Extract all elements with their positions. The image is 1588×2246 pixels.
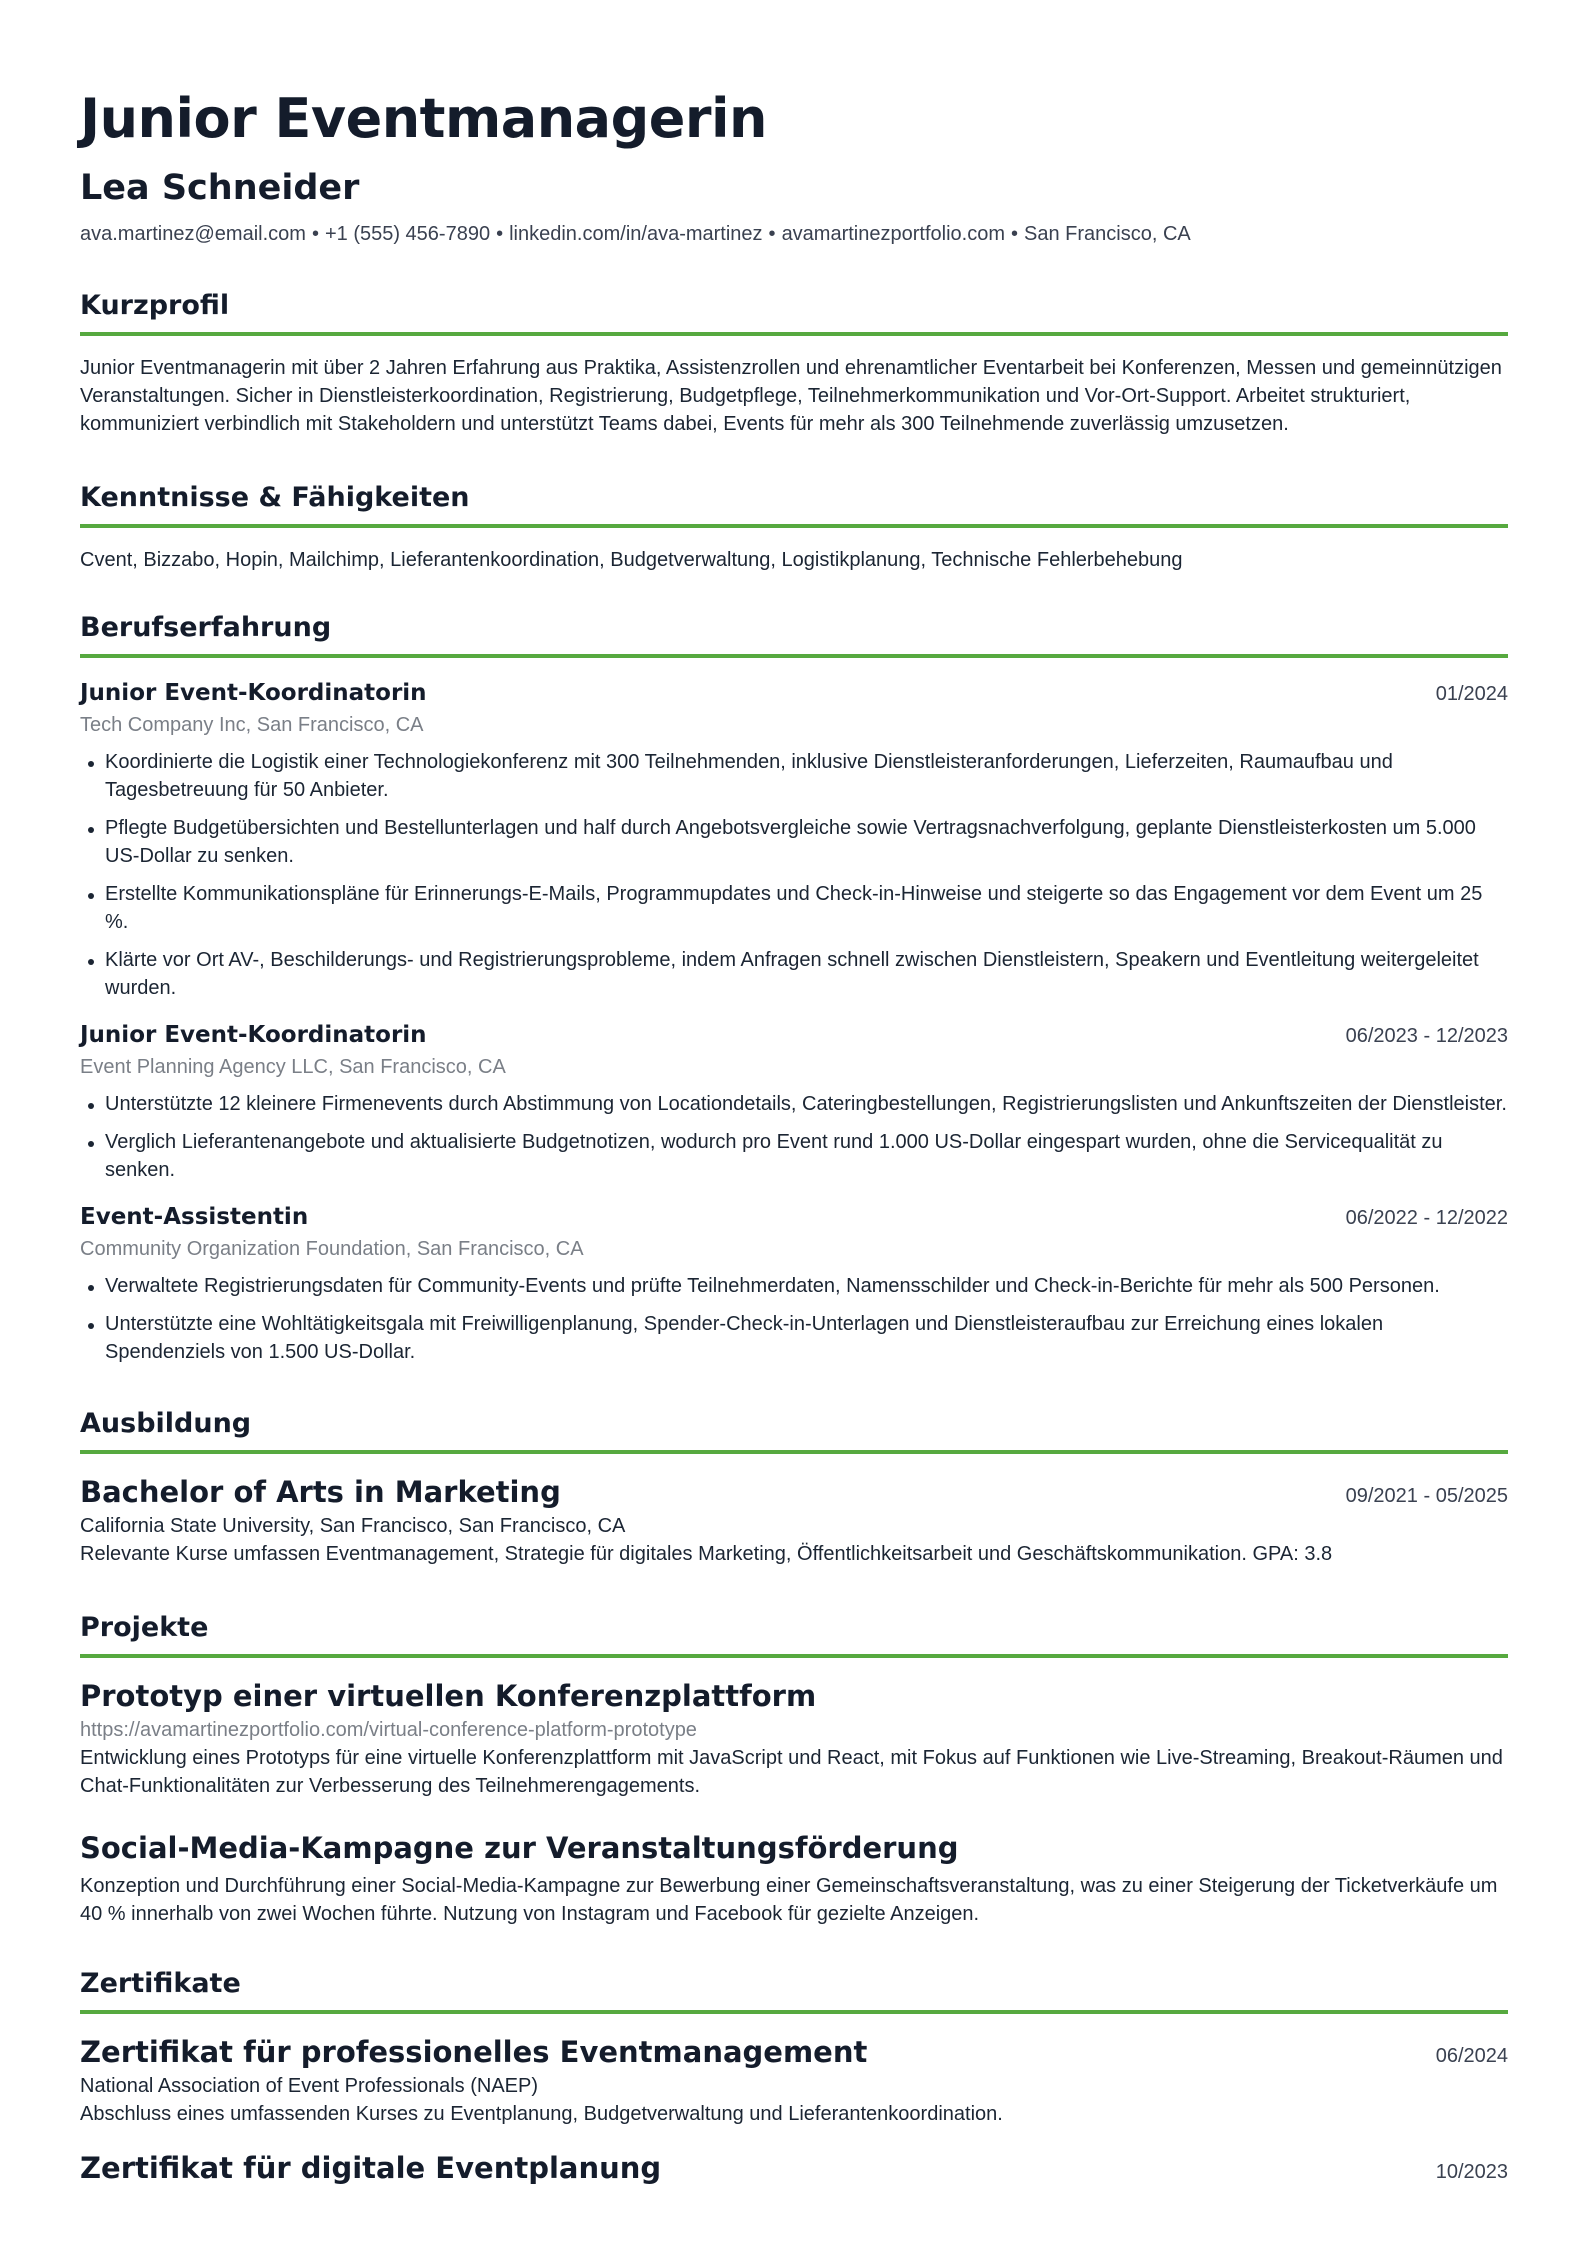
section-title: Kenntnisse & Fähigkeiten xyxy=(80,482,470,513)
project-description: Entwicklung eines Prototyps für eine virtuelle Konferenzplattform mit JavaScript und React, mit Fokus auf Funktionen wie Live-Streaming, Breakout-Räumen und Chat-Funktionalitäten zur Verbesserung des Teilnehmerengagements. xyxy=(80,1747,1503,1797)
section-divider xyxy=(80,654,1508,658)
contact-phone[interactable]: +1 (555) 456-7890 xyxy=(324,223,491,245)
job-company: Event Planning Agency LLC, San Francisco, CA xyxy=(80,1056,506,1078)
job-date: 06/2023 - 12/2023 xyxy=(1345,1025,1508,1047)
contact-separator: • xyxy=(311,223,319,245)
project-title: Prototyp einer virtuellen Konferenzplattform xyxy=(80,1679,817,1713)
project-link[interactable]: https://avamartinezportfolio.com/virtual-conference-platform-prototype xyxy=(80,1719,697,1741)
contact-separator: • xyxy=(1011,223,1019,245)
document-title: Junior Eventmanagerin xyxy=(80,87,767,150)
school-name: California State University, San Francisco, San Francisco, CA xyxy=(80,1515,626,1537)
job-title: Junior Event-Koordinatorin xyxy=(80,680,427,706)
job-bullet: Unterstützte 12 kleinere Firmenevents durch Abstimmung von Locationdetails, Cateringbestellungen, Registrierungslisten und Ankunftszeiten der Dienstleister. xyxy=(80,1090,1508,1118)
contact-email[interactable]: ava.martinez@email.com xyxy=(80,223,306,245)
summary-text: Junior Eventmanagerin mit über 2 Jahren Erfahrung aus Praktika, Assistenzrollen und ehrenamtlicher Eventarbeit bei Konferenzen, Messen und gemeinnützigen Veranstaltungen. Sicher in Dienstleisterkoordination, Registrierung, Budgetpflege, Teilnehmerkommunikation und Vor-Ort-Support. Arbeitet strukturiert, kommuniziert verbindlich mit Stakeholdern und unterstützt Teams dabei, Events für mehr als 300 Teilnehmende zuverlässig umzusetzen. xyxy=(80,357,1502,435)
contact-separator: • xyxy=(496,223,504,245)
job-bullet: Unterstützte eine Wohltätigkeitsgala mit Freiwilligenplanung, Spender-Check-in-Unterlagen und Dienstleisteraufbau zur Erreichung eines lokalen Spendenziels von 1.500 US-Dollar. xyxy=(80,1310,1508,1366)
contact-line xyxy=(80,220,1508,248)
section-title: Zertifikate xyxy=(80,1968,241,1999)
certificate-date: 06/2024 xyxy=(1435,2045,1508,2067)
job-company: Community Organization Foundation, San Francisco, CA xyxy=(80,1238,584,1260)
degree-title: Bachelor of Arts in Marketing xyxy=(80,1475,561,1509)
contact-linkedin[interactable]: linkedin.com/in/ava-martinez xyxy=(509,223,763,245)
section-divider xyxy=(80,332,1508,336)
job-bullet: Klärte vor Ort AV-, Beschilderungs- und Registrierungsprobleme, indem Anfragen schnell zwischen Dienstleistern, Speakern und Eventleitung weitergeleitet wurden. xyxy=(80,946,1508,1002)
project-entry xyxy=(80,1676,1508,1800)
section-divider xyxy=(80,524,1508,528)
certificate-issuer: National Association of Event Professionals (NAEP) xyxy=(80,2075,538,2097)
skills-section xyxy=(80,480,1508,574)
certificate-description: Abschluss eines umfassenden Kurses zu Eventplanung, Budgetverwaltung und Lieferantenkoordination. xyxy=(80,2103,1003,2125)
job-bullets xyxy=(80,1272,1508,1366)
contact-location: San Francisco, CA xyxy=(1024,223,1191,245)
section-divider xyxy=(80,1654,1508,1658)
job-bullet: Koordinierte die Logistik einer Technologiekonferenz mit 300 Teilnehmenden, inklusive Dienstleisteranforderungen, Lieferzeiten, Raumaufbau und Tagesbetreuung für 50 Anbieter. xyxy=(80,748,1508,804)
certificate-title: Zertifikat für digitale Eventplanung xyxy=(80,2151,662,2185)
projects-section xyxy=(80,1610,1508,1928)
section-title: Ausbildung xyxy=(80,1408,252,1439)
job-entry xyxy=(80,676,1508,1002)
contact-separator: • xyxy=(768,223,776,245)
certificate-date: 10/2023 xyxy=(1435,2161,1508,2183)
job-title: Junior Event-Koordinatorin xyxy=(80,1022,427,1048)
job-bullets xyxy=(80,1090,1508,1184)
certificates-section xyxy=(80,1966,1508,2188)
project-title: Social-Media-Kampagne zur Veranstaltungsförderung xyxy=(80,1831,959,1865)
job-date: 06/2022 - 12/2022 xyxy=(1345,1207,1508,1229)
experience-section xyxy=(80,610,1508,1366)
education-entry xyxy=(80,1472,1508,1568)
certificate-title: Zertifikat für professionelles Eventmanagement xyxy=(80,2035,868,2069)
project-entry xyxy=(80,1828,1508,1928)
job-bullet: Verglich Lieferantenangebote und aktualisierte Budgetnotizen, wodurch pro Event rund 1.000 US-Dollar eingespart wurden, ohne die Servicequalität zu senken. xyxy=(80,1128,1508,1184)
job-bullets xyxy=(80,748,1508,1002)
section-title: Kurzprofil xyxy=(80,290,230,321)
certificate-entry xyxy=(80,2032,1508,2128)
job-bullet: Erstellte Kommunikationspläne für Erinnerungs-E-Mails, Programmupdates und Check-in-Hinweise und steigerte so das Engagement vor dem Event um 25 %. xyxy=(80,880,1508,936)
education-date: 09/2021 - 05/2025 xyxy=(1345,1485,1508,1507)
job-company: Tech Company Inc, San Francisco, CA xyxy=(80,714,424,736)
education-details: Relevante Kurse umfassen Eventmanagement, Strategie für digitales Marketing, Öffentlichkeitsarbeit und Geschäftskommunikation. GPA: 3.8 xyxy=(80,1543,1333,1565)
job-entry xyxy=(80,1200,1508,1366)
person-name: Lea Schneider xyxy=(80,168,360,208)
job-entry xyxy=(80,1018,1508,1184)
education-section xyxy=(80,1406,1508,1568)
certificate-entry xyxy=(80,2148,1508,2188)
job-bullet: Pflegte Budgetübersichten und Bestellunterlagen und half durch Angebotsvergleiche sowie Vertragsnachverfolgung, geplante Dienstleisterkosten um 5.000 US-Dollar zu senken. xyxy=(80,814,1508,870)
section-title: Projekte xyxy=(80,1612,209,1643)
section-divider xyxy=(80,1450,1508,1454)
section-divider xyxy=(80,2010,1508,2014)
section-title: Berufserfahrung xyxy=(80,612,332,643)
project-description: Konzeption und Durchführung einer Social-Media-Kampagne zur Bewerbung einer Gemeinschaftsveranstaltung, was zu einer Steigerung der Ticketverkäufe um 40 % innerhalb von zwei Wochen führte. Nutzung von Instagram und Facebook für gezielte Anzeigen. xyxy=(80,1875,1498,1925)
job-bullet: Verwaltete Registrierungsdaten für Community-Events und prüfte Teilnehmerdaten, Namensschilder und Check-in-Berichte für mehr als 500 Personen. xyxy=(80,1272,1508,1300)
resume-header xyxy=(80,80,1508,248)
summary-section xyxy=(80,288,1508,438)
job-date: 01/2024 xyxy=(1435,683,1508,705)
job-title: Event-Assistentin xyxy=(80,1204,309,1230)
contact-portfolio[interactable]: avamartinezportfolio.com xyxy=(781,223,1005,245)
skills-text: Cvent, Bizzabo, Hopin, Mailchimp, Lieferantenkoordination, Budgetverwaltung, Logistikplanung, Technische Fehlerbehebung xyxy=(80,549,1183,571)
resume-page xyxy=(80,80,1508,2208)
